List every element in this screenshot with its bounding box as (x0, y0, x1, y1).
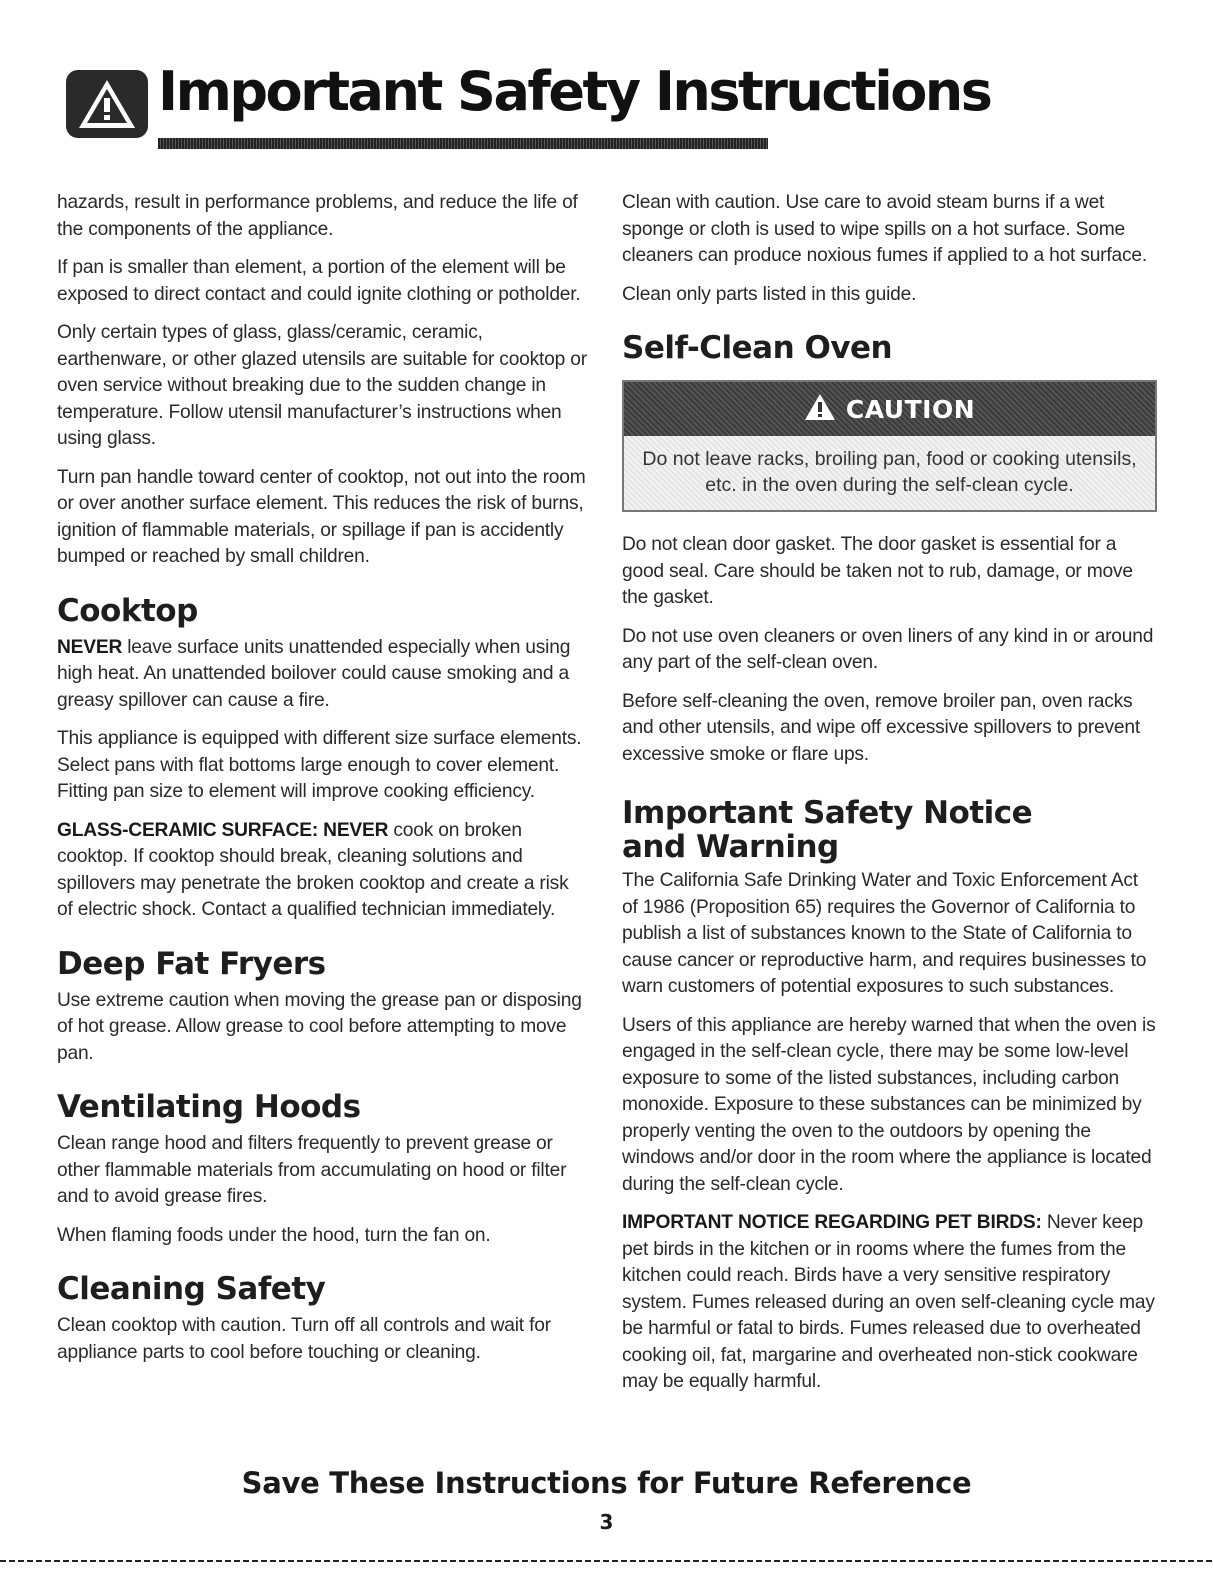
right-column (622, 190, 1157, 1408)
caution-box (622, 380, 1157, 512)
title-underline (158, 138, 768, 149)
notice-paragraph: Users of this appliance are hereby warned that when the oven is engaged in the self-clean cycle, there may be some low-level exposure to some of the listed substances, including carbon monoxide. Exposure to these substances can be minimized by properly venting the oven to the outdoors by opening the windows and/or door in the room where the appliance is located during the self-clean cycle. (622, 1014, 1156, 1195)
emphasis-pet-birds: IMPORTANT NOTICE REGARDING PET BIRDS: (622, 1212, 1042, 1233)
section-heading-self-clean-oven: Self-Clean Oven (622, 330, 893, 366)
notice-paragraph (622, 1210, 1157, 1396)
self-clean-paragraph: Before self-cleaning the oven, remove broiler pan, oven racks and other utensils, and wipe off excessive spillovers to prevent excessive smoke or flare ups. (622, 690, 1140, 765)
intro-paragraph: Clean with caution. Use care to avoid steam burns if a wet sponge or cloth is used to wipe spills on a hot surface. Some cleaners can produce noxious fumes if applied to a hot surface. (622, 192, 1147, 266)
self-clean-paragraph: Do not clean door gasket. The door gasket is essential for a good seal. Care should be taken not to rub, damage, or move the gasket. (622, 534, 1133, 608)
page-number: 3 (599, 1510, 614, 1534)
caution-text: Do not leave racks, broiling pan, food or cooking utensils, etc. in the oven during the self-clean cycle. (642, 448, 1137, 496)
fryers-paragraph: Use extreme caution when moving the grease pan or disposing of hot grease. Allow grease to cool before attempting to move pan. (57, 989, 582, 1064)
caution-label: CAUTION (845, 394, 976, 424)
caution-header (624, 382, 1155, 436)
heading-line: Important Safety Notice (622, 795, 1033, 831)
hoods-paragraph: Clean range hood and filters frequently to prevent grease or other flammable materials from accumulating on hood or filter and to avoid grease fires. (57, 1133, 567, 1207)
section-heading-ventilating-hoods: Ventilating Hoods (57, 1089, 361, 1125)
bottom-divider (0, 1560, 1213, 1562)
section-heading-cooktop: Cooktop (57, 592, 198, 629)
cleaning-paragraph: Clean cooktop with caution. Turn off all controls and wait for appliance parts to cool before touching or cleaning. (57, 1315, 551, 1363)
notice-paragraph: The California Safe Drinking Water and Toxic Enforcement Act of 1986 (Proposition 65) requires the Governor of California to publish a list of substances known to the State of California to cause cancer or reproductive harm, and requires businesses to warn customers of potential exposures to such substances. (622, 870, 1147, 997)
section-heading-cleaning-safety: Cleaning Safety (57, 1271, 326, 1307)
section-heading-deep-fat-fryers: Deep Fat Fryers (57, 945, 326, 982)
cooktop-paragraph (57, 818, 589, 924)
left-column (57, 190, 589, 1378)
paragraph-text: Never keep pet birds in the kitchen or in rooms where the fumes from the kitchen could reach. Birds have a very sensitive respiratory system. Fumes released during an oven self-cleaning cycle may be harmful or fatal to birds. Fumes released due to overheated cooking oil, fat, margarine and overheated non-stick cookware may be equally harmful. (622, 1212, 1155, 1392)
cooktop-paragraph (57, 635, 589, 715)
warning-triangle-icon (66, 70, 148, 138)
caution-triangle-icon (804, 393, 836, 426)
section-heading-safety-notice (622, 796, 1157, 864)
emphasis-glass-ceramic: GLASS-CERAMIC SURFACE: NEVER (57, 819, 389, 841)
page-title: Important Safety Instructions (158, 60, 991, 123)
emphasis-never: NEVER (57, 636, 123, 658)
paragraph-text: leave surface units unattended especially when using high heat. An unattended boilover could cause smoking and a greasy spillover can cause a fire. (57, 636, 571, 711)
intro-paragraph: Turn pan handle toward center of cooktop, not out into the room or over another surface element. This reduces the risk of burns, ignition of flammable materials, or spillage if pan is accidently bumped or reached by small children. (57, 466, 586, 567)
page-header (66, 60, 991, 154)
self-clean-paragraph: Do not use oven cleaners or oven liners of any kind in or around any part of the self-clean oven. (622, 625, 1154, 673)
intro-paragraph: hazards, result in performance problems, and reduce the life of the components of the appliance. (57, 192, 578, 240)
footer-title: Save These Instructions for Future Reference (241, 1466, 972, 1500)
intro-paragraph: Clean only parts listed in this guide. (622, 283, 917, 305)
hoods-paragraph: When flaming foods under the hood, turn the fan on. (57, 1224, 491, 1246)
paragraph-text: cook on broken cooktop. If cooktop should break, cleaning solutions and spillovers may penetrate the broken cooktop and create a risk of electric shock. Contact a qualified technician immediately. (57, 819, 569, 920)
cooktop-paragraph: This appliance is equipped with different size surface elements. Select pans with flat bottoms large enough to cover element. Fitting pan size to element will improve cooking efficiency. (57, 728, 582, 802)
intro-paragraph: If pan is smaller than element, a portion of the element will be exposed to direct contact and could ignite clothing or potholder. (57, 257, 581, 305)
intro-paragraph: Only certain types of glass, glass/ceramic, ceramic, earthenware, or other glazed utensils are suitable for cooktop or oven service without breaking due to the sudden change in temperature. Follow utensil manufacturer’s instructions when using glass. (57, 322, 587, 449)
heading-line: and Warning (622, 829, 839, 865)
